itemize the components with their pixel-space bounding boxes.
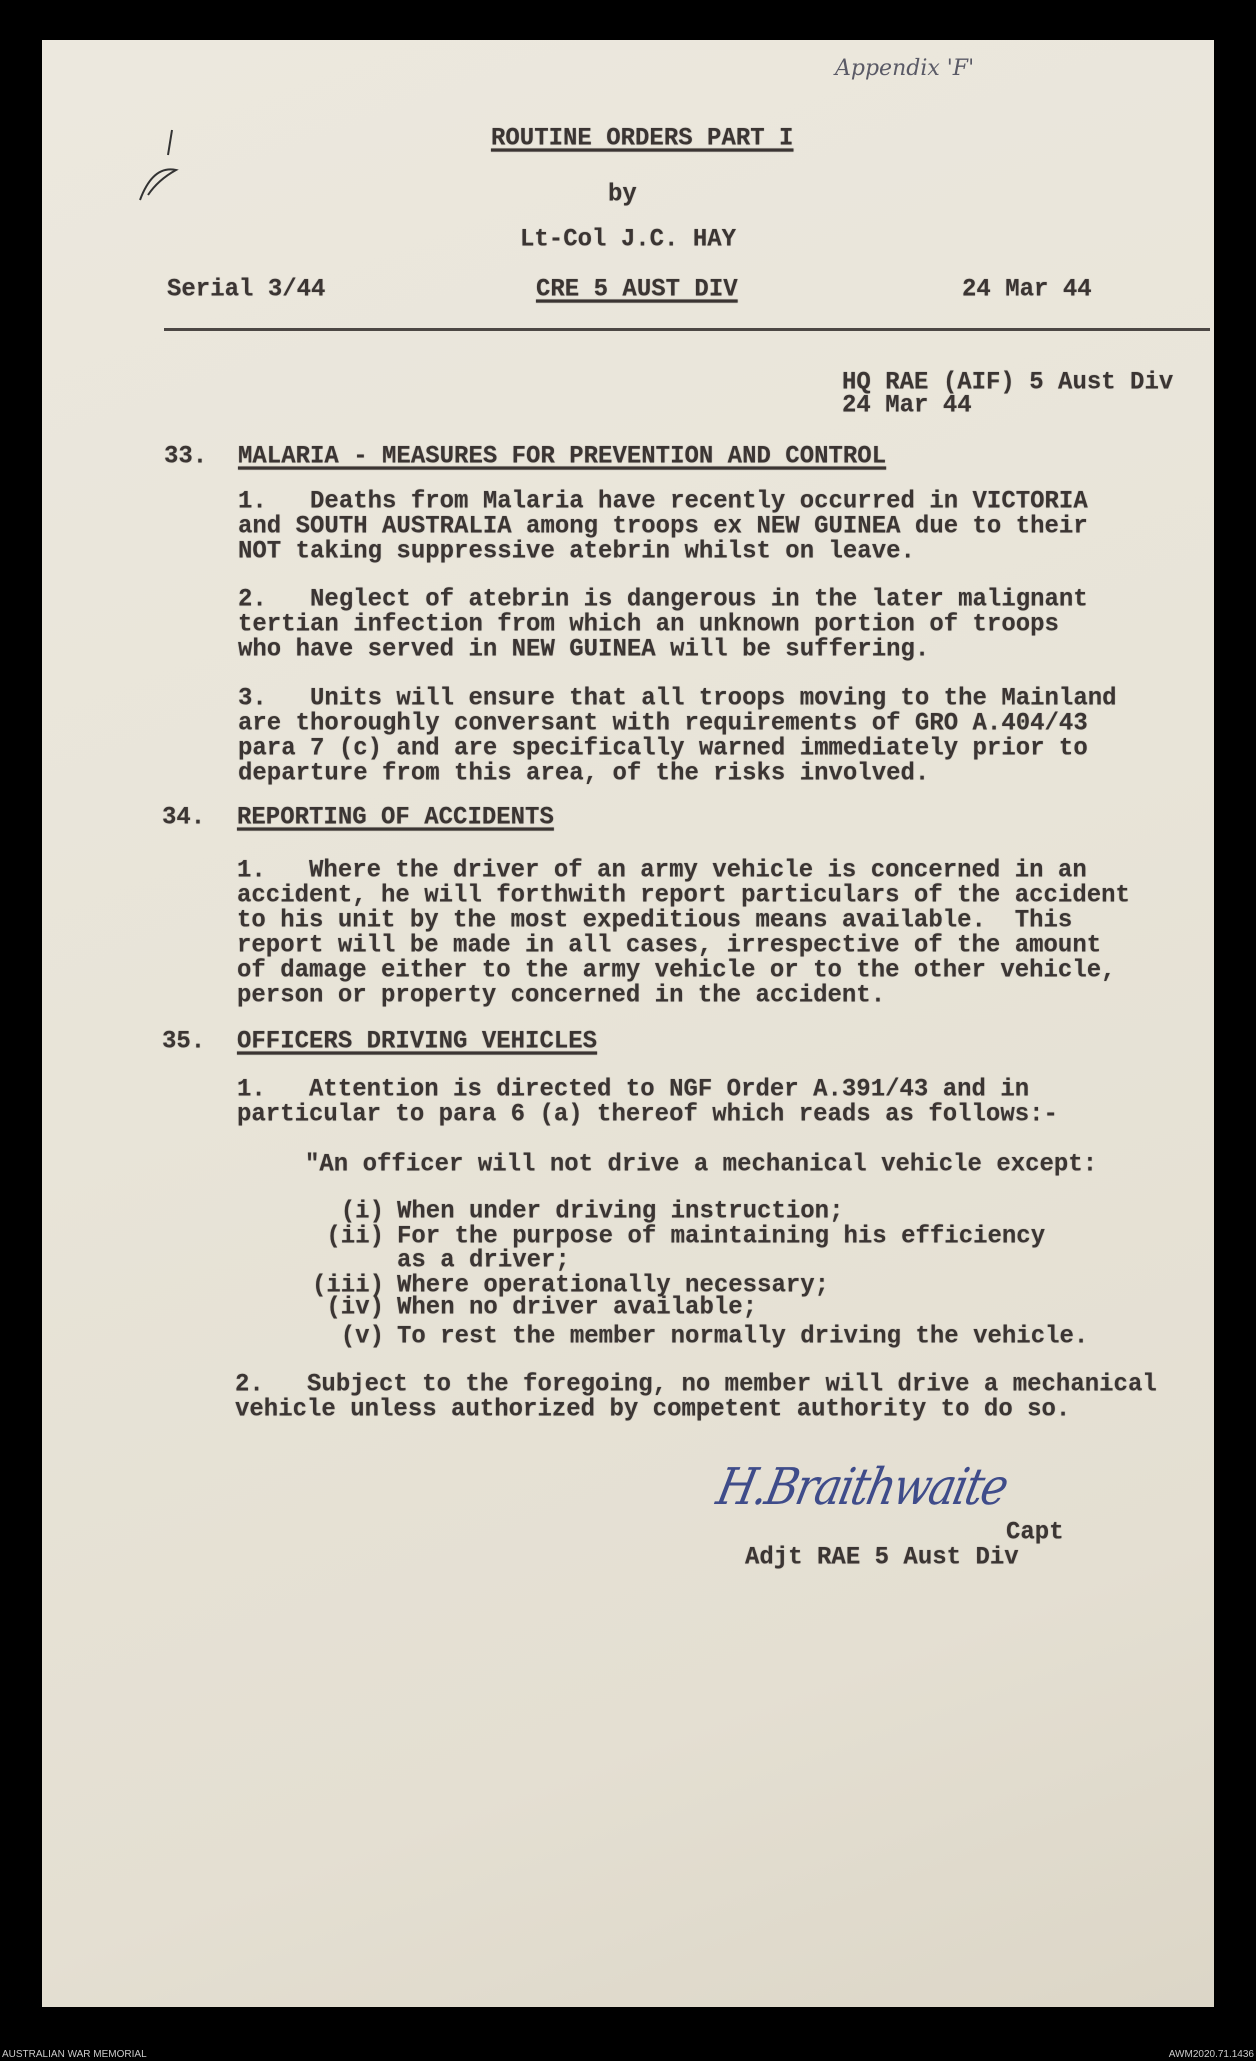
handwritten-annotation: Appendix 'F'	[835, 56, 975, 81]
item-text: When under driving instruction;	[397, 1197, 844, 1226]
signatory-position: Adjt RAE 5 Aust Div	[745, 1543, 1019, 1572]
item-text: For the purpose of maintaining his efficiency	[397, 1222, 1046, 1251]
document-title: ROUTINE ORDERS PART I	[491, 124, 794, 153]
paragraph-line: person or property concerned in the accident.	[237, 981, 886, 1010]
address-date: 24 Mar 44	[842, 391, 972, 420]
footer-accession-number: AWM2020.71.1436	[1168, 2049, 1254, 2060]
paragraph-line: 1. Where the driver of an army vehicle is concerned in an	[237, 856, 1087, 885]
paragraph-line: to his unit by the most expeditious means available. This	[237, 906, 1073, 935]
header-divider	[164, 328, 1210, 331]
item-text: Where operationally necessary;	[397, 1271, 830, 1300]
section-heading: OFFICERS DRIVING VEHICLES	[237, 1027, 598, 1056]
section-number: 35.	[162, 1027, 206, 1056]
paragraph-line: NOT taking suppressive atebrin whilst on leave.	[238, 537, 915, 566]
paragraph-line: 1. Deaths from Malaria have recently occurred in VICTORIA	[238, 487, 1088, 516]
item-number: (iii)	[311, 1271, 384, 1300]
section-heading: MALARIA - MEASURES FOR PREVENTION AND CONTROL	[238, 442, 887, 471]
unit-name: CRE 5 AUST DIV	[536, 275, 738, 304]
signatory-rank: Capt	[1006, 1518, 1064, 1547]
paragraph-line: 1. Attention is directed to NGF Order A.391/43 and in	[237, 1075, 1030, 1104]
paragraph-line: particular to para 6 (a) thereof which reads as follows:-	[237, 1100, 1058, 1129]
paragraph-line: 3. Units will ensure that all troops moving to the Mainland	[238, 684, 1117, 713]
paragraph-line: report will be made in all cases, irrespective of the amount	[237, 931, 1102, 960]
paragraph-line: and SOUTH AUSTRALIA among troops ex NEW GUINEA due to their	[238, 512, 1088, 541]
serial-number: Serial 3/44	[167, 275, 326, 304]
author: Lt-Col J.C. HAY	[520, 225, 737, 254]
section-heading: REPORTING OF ACCIDENTS	[237, 803, 554, 832]
item-number: (v)	[340, 1322, 384, 1351]
paragraph-line: vehicle unless authorized by competent authority to do so.	[235, 1395, 1071, 1424]
item-number: (ii)	[326, 1222, 384, 1251]
document-page	[42, 40, 1214, 2007]
section-number: 33.	[164, 442, 208, 471]
item-number: (iv)	[326, 1293, 384, 1322]
by-label: by	[608, 180, 637, 209]
paragraph-line: accident, he will forthwith report particulars of the accident	[237, 881, 1130, 910]
paragraph-line: para 7 (c) and are specifically warned immediately prior to	[238, 734, 1088, 763]
footer-institution: AUSTRALIAN WAR MEMORIAL	[2, 2049, 147, 2060]
paragraph-line: tertian infection from which an unknown portion of troops	[238, 610, 1059, 639]
item-text: When no driver available;	[397, 1293, 758, 1322]
pin-mark-icon	[128, 125, 188, 215]
paragraph-line: 2. Neglect of atebrin is dangerous in the later malignant	[238, 585, 1088, 614]
quoted-order: "An officer will not drive a mechanical vehicle except:	[305, 1150, 1098, 1179]
header-date: 24 Mar 44	[962, 275, 1092, 304]
address-line: HQ RAE (AIF) 5 Aust Div	[842, 368, 1174, 397]
item-text: To rest the member normally driving the vehicle.	[397, 1322, 1089, 1351]
section-number: 34.	[162, 803, 206, 832]
item-text: as a driver;	[397, 1246, 570, 1275]
paragraph-line: departure from this area, of the risks involved.	[238, 759, 930, 788]
paragraph-line: of damage either to the army vehicle or to the other vehicle,	[237, 956, 1116, 985]
paragraph-line: 2. Subject to the foregoing, no member will drive a mechanical	[235, 1370, 1157, 1399]
signature: H.Braithwaite	[711, 1458, 1012, 1517]
paragraph-line: are thoroughly conversant with requirements of GRO A.404/43	[238, 709, 1088, 738]
item-number: (i)	[340, 1197, 384, 1226]
paragraph-line: who have served in NEW GUINEA will be suffering.	[238, 635, 930, 664]
